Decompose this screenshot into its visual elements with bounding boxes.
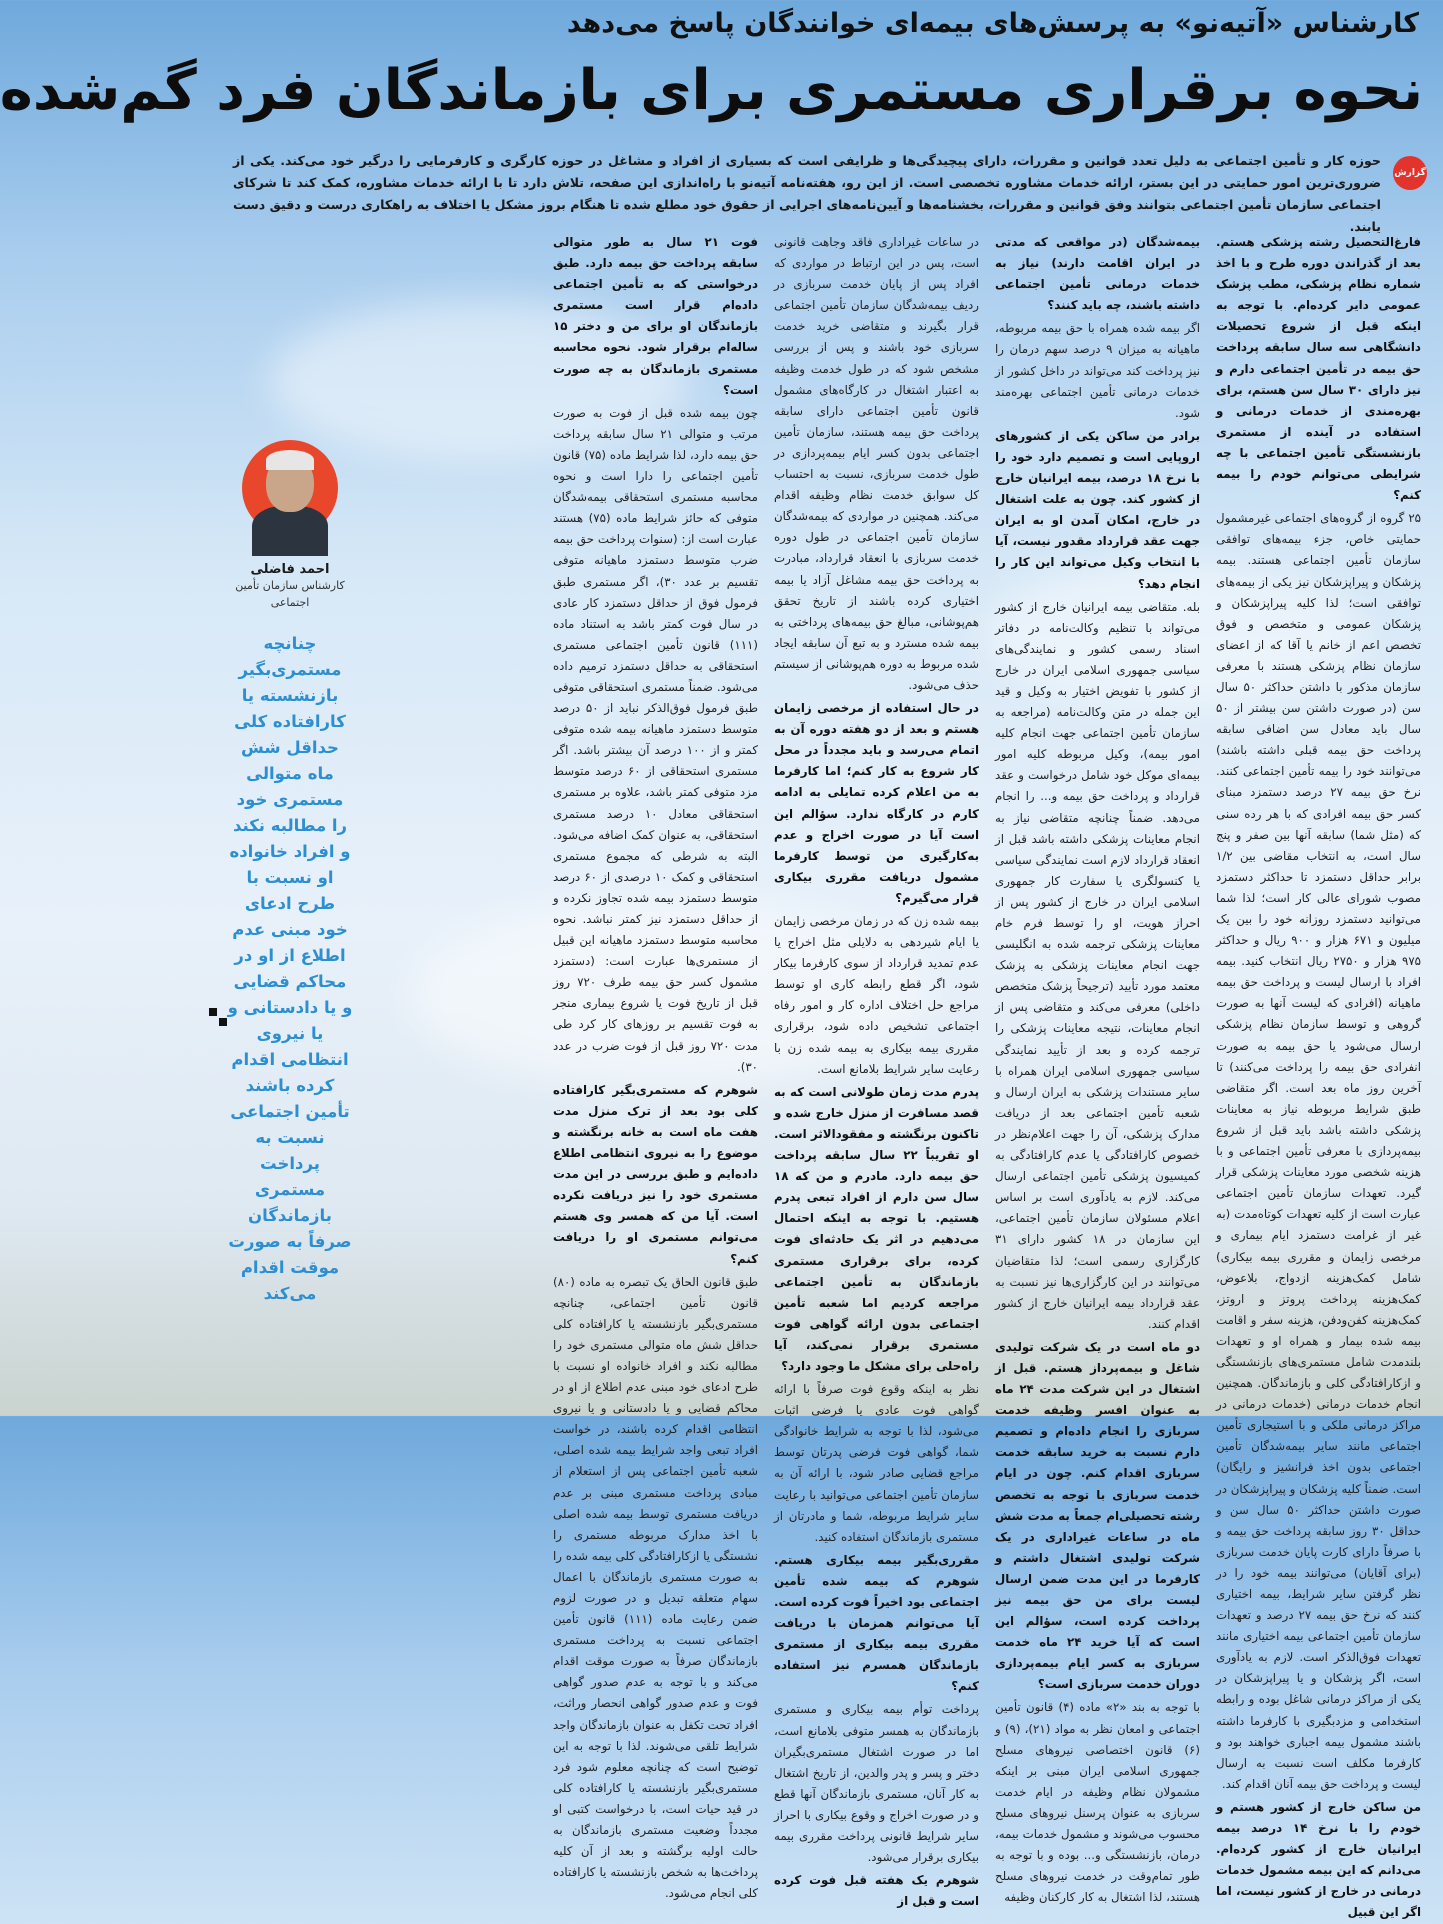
author-photo	[242, 440, 338, 536]
question-paragraph: دو ماه است در یک شرکت تولیدی شاغل و بیمه‌پرداز هستم. قبل از اشتغال در این شرکت مدت ۲۴ ماه به عنوان افسر وظیفه خدمت سربازی را انجام داده‌ام و تصمیم دارم نسبت به خرید سابقه خدمت سربازی اقدام کنم. چون در ایام خدمت سربازی با توجه به تخصص رشته تحصیلی‌ام جمعاً به مدت شش ماه در ساعات غیراداری در یک شرکت تولیدی اشتغال داشتم و کارفرما در این مدت ضمن ارسال لیست برای من حق بیمه نیز پرداخت کرده است، سؤالم این است که آیا خرید ۲۴ ماه خدمت سربازی به کسر ایام بیمه‌پردازی دوران خدمت سربازی است؟	[995, 1339, 1201, 1692]
question-paragraph: شوهرم یک هفته قبل فوت کرده است و قبل از	[774, 1873, 979, 1909]
article-column-1	[1216, 232, 1421, 1920]
article-column-4	[553, 232, 759, 1901]
pull-quote: چنانچه مستمری‌بگیر بازنشسته یا کارافتاده کلی حداقل شش ماه متوالی مستمری خود را مطالبه نکند و افراد خانواده او نسبت با طرح ادعای خود مبنی عدم اطلاع از او در محاکم قضایی و یا دادستانی و یا نیروی انتظامی اقدام کرده باشند تأمین اجتماعی نسبت به پرداخت مستمری بازماندگان صرفاً به صورت موقت اقدام می‌کند	[227, 634, 353, 1303]
answer-paragraph: در ساعات غیراداری فاقد وجاهت قانونی است، پس در این ارتباط در مواردی که افراد پس از پایان خدمت سربازی در ردیف بیمه‌شدگان سازمان تأمین اجتماعی قرار بگیرند و متقاضی خرید خدمت سربازی خود باشند و پس از بررسی مشخص شود که در طول خدمت وظیفه به اعتبار اشتغال در کارگاه‌های مشمول قانون تأمین اجتماعی دارای سابقه پرداخت حق بیمه هستند، سازمان تأمین اجتماعی بدون کسر ایام بیمه‌پردازی در طول خدمت سربازی، نسبت به احتساب کل سوابق خدمت نظام وظیفه اقدام می‌کند. همچنین در مواردی که بیمه‌شدگان سازمان تأمین اجتماعی در طول دوره خدمت سربازی با انعقاد قرارداد، مبادرت به پرداخت حق بیمه مشاغل آزاد یا بیمه اختیاری کرده باشند از تاریخ تحقق هم‌پوشانی، مبالغ حق بیمه‌های پرداختی به بیمه شده مسترد و به تبع آن سابقه ایجاد شده مربوط به دوره هم‌پوشانی از سیستم حذف می‌شود.	[774, 235, 979, 692]
page-title: نحوه برقراری مستمری برای بازماندگان فرد گم‌شده	[0, 58, 1423, 123]
answer-paragraph: بیمه شده زن که در زمان مرخصی زایمان یا ایام شیردهی به دلایلی مثل اخراج یا عدم تمدید قرارداد از سوی کارفرما بیکار شود، اگر قطع رابطه کاری او توسط مراجع حل اختلاف اداره کار و امور رفاه اجتماعی تشخیص داده شود، برقراری مقرری بیمه بیکاری به بیمه شده زن با رعایت سایر شرایط بلامانع است.	[774, 914, 979, 1076]
question-paragraph: برادر من ساکن یکی از کشورهای اروپایی است و تصمیم دارد خود را با نرخ ۱۸ درصد، بیمه ایرانیان خارج از کشور کند. چون به علت اشتغال در خارج، امکان آمدن او به ایران جهت عقد قرارداد مقدور نیست، آیا با انتخاب وکیل می‌تواند این کار را انجام دهد؟	[995, 428, 1200, 591]
question-paragraph: فوت ۲۱ سال به طور متوالی سابقه پرداخت حق بیمه دارد. طبق درخواستی که به تأمین اجتماعی داده‌ام قرار است مستمری بازماندگان او برای من و دختر ۱۵ ساله‌ام برقرار شود. نحوه محاسبه مستمری بازماندگان به چه صورت است؟	[553, 235, 758, 397]
question-paragraph: فارغ‌التحصیل رشته پزشکی هستم. بعد از گذراندن دوره طرح و با اخذ شماره نظام پزشکی، مطب پزشک عمومی دایر کرده‌ام. با توجه به اینکه قبل از شروع تحصیلات دانشگاهی سه سال سابقه پرداخت حق بیمه در تأمین اجتماعی دارم و نیز دارای ۳۰ سال سن هستم، برای بهره‌مندی از خدمات درمانی و استفاده در آینده از مستمری بازنشستگی تأمین اجتماعی با چه شرایطی می‌توانم خودم را بیمه کنم؟	[1216, 235, 1421, 503]
question-paragraph: پدرم مدت زمان طولانی است که به قصد مسافرت از منزل خارج شده و تاکنون برنگشته و مفقودالاثر است. او تقریباً ۲۲ سال سابقه پرداخت حق بیمه دارد. مادرم و من که ۱۸ سال سن دارم از افراد تبعی پدرم هستیم. با توجه به اینکه احتمال می‌دهیم در اثر یک حادثه‌ای فوت کرده، برای برقراری مستمری بازماندگان به تأمین اجتماعی مراجعه کردیم اما شعبه تأمین اجتماعی بدون ارائه گواهی فوت مستمری برقرار نمی‌کند، آیا راه‌حلی برای مشکل ما وجود دارد؟	[774, 1084, 979, 1373]
article-column-3	[774, 232, 979, 1909]
answer-paragraph: بله. متقاضی بیمه ایرانیان خارج از کشور می‌تواند با تنظیم وکالت‌نامه در دفاتر اسناد رسمی کشور و نمایندگی‌های سیاسی جمهوری اسلامی ایران در خارج از کشور با تفویض اختیار به وکیل و قید این جمله در متن وکالت‌نامه (مراجعه به سازمان تأمین اجتماعی جهت انجام کلیه امور بیمه)، وکیل مربوطه کلیه امور بیمه‌ای موکل خود شامل درخواست و عقد قرارداد و پرداخت حق بیمه و... را انجام می‌دهد. ضمناً چنانچه متقاضی نیاز به انجام معاینات پزشکی داشته باشد قبل از انعقاد قرارداد لازم است نمایندگی سیاسی یا کنسولگری یا سفارت کار جمهوری اسلامی ایران در خارج از کشور پس از احراز هویت، او را توسط فرم خام معاینات پزشکی ترجمه شده به انگلیسی جهت انجام معاینات پزشکی به پزشک معتمد مورد تأیید (ترجیحاً پزشک متخصص داخلی) معرفی می‌کند و متقاضی پس از انجام معاینات، نتیجه معاینات پزشکی را ترجمه کرده و بعد از تأیید نمایندگی سیاسی جمهوری اسلامی ایران همراه با سایر مستندات پزشکی به ایران ارسال و شعبه تأمین اجتماعی بعد از دریافت مدارک پزشکی، آن را جهت اعلام‌نظر در خصوص کارافتادگی یا عدم کارافتادگی به کمیسیون پزشکی تأمین اجتماعی ارسال می‌کند. لازم به یادآوری است بر اساس اعلام مسئولان سازمان تأمین اجتماعی، این سازمان در ۱۸ کشور دارای ۳۱ کارگزاری رسمی است؛ لذا متقاضیان می‌توانند در این کارگزاری‌ها نیز نسبت به عقد قرارداد بیمه ایرانیان خارج از کشور اقدام کنند.	[995, 599, 1201, 1331]
article-column-2	[995, 232, 1201, 1905]
lead-section	[233, 150, 1427, 234]
answer-paragraph: چون بیمه شده قبل از فوت به صورت مرتب و متوالی ۲۱ سال سابقه پرداخت حق بیمه دارد، لذا شرایط ماده (۷۵) قانون تأمین اجتماعی را دارا است و نحوه محاسبه مستمری استحقاقی بیمه‌شدگان متوفی که حائز شرایط ماده (۷۵) هستند عبارت است از: (سنوات پرداخت حق بیمه ضرب متوسط دستمزد ماهیانه متوفی تقسیم بر عدد ۳۰)، اگر مستمری طبق فرمول فوق از حداقل دستمزد کار عادی در سال فوت کمتر باشد به استناد ماده (۱۱۱) قانون تأمین اجتماعی مستمری استحقاقی به حداقل دستمزد ترمیم داده می‌شود. ضمناً مستمری استحقاقی متوفی طبق فرمول فوق‌الذکر نباید از ۵۰ درصد متوسط دستمزد ماهیانه بیمه شده متوفی کمتر و از ۱۰۰ درصد آن بیشتر باشد. اگر مستمری استحقاقی از ۶۰ درصد متوسط مزد متوفی کمتر باشد، علاوه بر مستمری استحقاقی معادل ۱۰ درصد مستمری استحقاقی، به عنوان کمک اضافه می‌شود. البته به شرطی که مجموع مستمری استحقاقی و کمک ۱۰ درصدی از ۶۰ درصد متوسط دستمزد بیمه شده تجاوز نکرده و از حداقل دستمزد نیز کمتر نباشد. نحوه محاسبه متوسط دستمزد ماهیانه این قبیل از مستمری‌ها عبارت است: (دستمزد مشمول کسر حق بیمه طرف ۷۲۰ روز قبل از تاریخ فوت یا شروع بیماری منجر به فوت تقسیم بر روزهای کار کرد طی مدت ۷۲۰ روز قبل از فوت ضرب در عدد ۳۰).	[553, 405, 759, 1074]
kicker: کارشناس «آتیه‌نو» به پرسش‌های بیمه‌ای خوانندگان پاسخ می‌دهد	[566, 8, 1419, 39]
author-name: احمد فاضلی	[250, 562, 330, 577]
question-paragraph: مقرری‌بگیر بیمه بیکاری هستم. شوهرم که بیمه شده تأمین اجتماعی بود اخیراً فوت کرده است. آیا می‌توانم همزمان با دریافت مقرری بیمه بیکاری از مستمری بازماندگان همسرم نیز استفاده کنم؟	[774, 1552, 979, 1694]
report-tag: گزارش	[1393, 156, 1427, 190]
answer-paragraph: نظر به اینکه وقوع فوت صرفاً با ارائه گواهی فوت عادی یا فرضی اثبات می‌شود، لذا با توجه به شرایط خانوادگی شما، گواهی فوت فرضی پدرتان توسط مراجع قضایی صادر شود، با ارائه آن به سازمان تأمین اجتماعی می‌توانید با رعایت سایر شرایط مربوطه، شما و مادرتان از مستمری بازماندگان استفاده کنید.	[774, 1382, 979, 1544]
answer-paragraph: با توجه به بند «۲» ماده (۴) قانون تأمین اجتماعی و امعان نظر به مواد (۲۱)، (۹) و (۶) قانون اختصاصی نیروهای مسلح جمهوری اسلامی ایران مبنی بر اینکه مشمولان نظام وظیفه در ایام خدمت سربازی به عنوان پرسنل نیروهای مسلح محسوب می‌شوند و مشمول خدمات بیمه، درمان، بازنشستگی و... بوده و با توجه به طور تمام‌وقت در خدمت نیروهای مسلح هستند، لذا اشتغال به کار کارکنان وظیفه	[995, 1700, 1201, 1905]
question-paragraph: در حال استفاده از مرخصی زایمان هستم و بعد از دو هفته دوره آن به اتمام می‌رسد و باید مجدداً در محل کار شروع به کار کنم؛ اما کارفرما به من اعلام کرده تمایلی به ادامه کارم در کارگاه ندارد. سؤالم این است آیا در صورت اخراج و عدم به‌کارگیری من توسط کارفرما مشمول دریافت مقرری بیکاری قرار می‌گیرم؟	[774, 701, 979, 905]
author-sidebar	[227, 440, 353, 1303]
question-paragraph: من ساکن خارج از کشور هستم و خودم را با نرخ ۱۴ درصد بیمه ایرانیان خارج از کشور کرده‌ام. می‌دانم که این بیمه مشمول خدمات درمانی در خارج از کشور نیست، اما اگر این قبیل	[1216, 1799, 1421, 1920]
question-paragraph: بیمه‌شدگان (در مواقعی که مدتی در ایران اقامت دارند) نیاز به خدمات درمانی تأمین اجتماعی داشته باشند، چه باید کنند؟	[995, 235, 1200, 313]
page-edge-mark	[209, 1008, 231, 1030]
answer-paragraph: اگر بیمه شده همراه با حق بیمه مربوطه، ماهیانه به میزان ۹ درصد سهم درمان را نیز پرداخت کند می‌تواند در داخل کشور از خدمات درمانی تأمین اجتماعی بهره‌مند شود.	[995, 321, 1200, 420]
answer-paragraph: پرداخت توأم بیمه بیکاری و مستمری بازماندگان به همسر متوفی بلامانع است، اما در صورت اشتغال مستمری‌بگیران دختر و پسر و پدر والدین، از تاریخ اشتغال به کار آنان، مستمری بازماندگان آنها قطع و در صورت اخراج و وقوع بیکاری با احراز سایر شرایط قانونی پرداخت مقرری بیمه بیکاری برقرار می‌شود.	[774, 1702, 979, 1865]
answer-paragraph: طبق قانون الحاق یک تبصره به ماده (۸۰) قانون تأمین اجتماعی، چنانچه مستمری‌بگیر بازنشسته یا کارافتاده کلی حداقل شش ماه متوالی مستمری خود را مطالبه نکند و افراد خانواده او نسبت با طرح ادعای خود مبنی عدم اطلاع از او در محاکم قضایی و یا دادستانی و یا نیروی انتظامی اقدام کرده باشند، در خواست افراد تبعی واجد شرایط بیمه شده اصلی، شعبه تأمین اجتماعی پس از استعلام از مبادی پرداخت مستمری مبنی بر عدم دریافت مستمری توسط بیمه شده اصلی با اخذ مدارک مربوطه مستمری را نشستگی یا ازکارافتادگی کلی بیمه شده را به صورت مستمری بازماندگان با اعمال سهام متعلقه تبدیل و در صورت لزوم ضمن رعایت ماده (۱۱۱) قانون تأمین اجتماعی نسبت به پرداخت مستمری بازماندگان صرفاً به صورت موقت اقدام می‌کند و با توجه به عدم صدور گواهی فوت و عدم صدور گواهی انحصار وراثت، افراد تحت تکفل به عنوان بازماندگان واجد شرایط تلقی می‌شوند. لذا با توجه به این توضیح است که چنانچه معلوم شود فرد مستمری‌بگیر بازنشسته یا کارافتاده کلی در قید حیات است، با درخواست کتبی او مجدداً وضعیت مستمری بازماندگان به حالت اولیه برگشته و بعد از آن کلیه پرداخت‌ها به شخص بازنشسته یا کارافتاده کلی انجام می‌شود.	[553, 1274, 758, 1901]
answer-paragraph: ۲۵ گروه از گروه‌های اجتماعی غیرمشمول حمایتی خاص، جزء بیمه‌های توافقی سازمان تأمین اجتماعی هستند. بیمه پزشکان و پیراپزشکان نیز یکی از بیمه‌های توافقی است؛ لذا کلیه پیراپزشکان و پزشکان عمومی و متخصص و فوق تخصص اعم از خانم یا آقا که از اعضای سازمان نظام پزشکی هستند با معرفی سازمان مذکور با داشتن حداکثر ۵۰ سال سن (در صورت داشتن سن بیشتر از ۵۰ سال باید معادل سن اضافی سابقه پرداخت حق بیمه قبلی داشته باشند) می‌توانند خود را بیمه تأمین اجتماعی کنند. نرخ حق بیمه ۲۷ درصد دستمزد مبنای کسر حق بیمه افرادی که با هر رده سنی که (مثل شما) سابقه آنها بین صفر و پنج سال است، به انتخاب مقاضی بین ۱/۲ برابر حداقل دستمزد تا حداکثر دستمزد مصوب شورای عالی کار است؛ لذا شما می‌توانید دستمزد روزانه خود را بین یک میلیون و ۶۷۱ هزار و ۹۰۰ ریال و حداکثر ۹۷۵ هزار و ۲۷۵۰ ریال انتخاب کنید. بیمه افراد با ارسال لیست و پرداخت حق بیمه ماهیانه (افرادی که لیست آنها به صورت گروهی و توسط سازمان نظام پزشکی ارسال می‌شود یا حق بیمه به صورت انفرادی حق بیمه را پرداخت می‌کنند) تا آخرین روز ماه بعد است. اگر متقاضی طبق شرایط مربوطه نیاز به معاینات پزشکی داشته باشد باید قبل از شروع بیمه‌پردازی با معرفی تأمین اجتماعی و با هزینه شخصی مورد معاینات پزشکی قرار گیرد. تعهدات سازمان تأمین اجتماعی عبارت است از کلیه تعهدات کوتاه‌مدت (به غیر از غرامت دستمزد ایام بیماری و مرخصی زایمان و مقرری بیمه بیکاری) شامل کمک‌هزینه ازدواج، بلاعوض، کمک‌هزینه پرداخت پروتز و اروتز، کمک‌هزینه کفن‌ودفن، هزینه سفر و اقامت بیمه شده بیمار و همراه او و تعهدات بلندمدت شامل مستمری‌های بازنشستگی و ازکارافتادگی کلی و بازماندگان. همچنین انجام خدمات درمانی (خدمات درمانی در مراکز درمانی ملکی و با استیجاری تأمین اجتماعی مانند سایر بیمه‌شدگان تأمین اجتماعی بدون اخذ فرانشیز و رایگان) است. ضمناً کلیه پزشکان و پیراپزشکان در صورت داشتن حداکثر ۵۰ سال سن و حداقل ۳۰ روز سابقه پرداخت حق بیمه و با صرفاً دارای کارت پایان خدمت سربازی (برای آقایان) می‌توانند بیمه خود را در نظر گرفتن سایر شرایط، بیمه اختیاری کنند که نرخ حق بیمه ۲۷ درصد و تعهدات سازمان تأمین اجتماعی بیمه اختیاری مانند تعهدات فوق‌الذکر است. لازم به یادآوری است، اگر پزشکان و یا پیراپزشکان در یکی از مراکز درمانی شاغل بوده و رابطه استخدامی و مزدبگیری با کارفرما داشته باشند مشمول بیمه اجباری خواهند بود و کارفرما مکلف است نسبت به ارسال لیست و پرداخت حق بیمه آنان اقدام کند.	[1216, 511, 1421, 1791]
question-paragraph: شوهرم که مستمری‌بگیر کارافتاده کلی بود بعد از ترک منزل مدت هفت ماه است به خانه برنگشته و موضوع را به نیروی انتظامی اطلاع داده‌ایم و طبق بررسی در این مدت مستمری خود را نیز دریافت نکرده است. آیا من که همسر وی هستم می‌توانم مستمری او را دریافت کنم؟	[553, 1082, 758, 1266]
lead-paragraph: حوزه کار و تأمین اجتماعی به دلیل تعدد قوانین و مقررات، دارای پیچیدگی‌ها و ظرایفی است که بسیاری از افراد و مشاغل در حوزه کارگری و کارفرمایی را درگیر خود می‌کند. یکی از ضروری‌ترین امور حمایتی در این بستر، ارائه خدمات مشاوره تخصصی است. از این رو، هفته‌نامه آتیه‌نو با راه‌اندازی این صفحه، تلاش دارد تا با ارائه خدمات مشاوره، کمک کند تا شرکای اجتماعی سازمان تأمین اجتماعی بتوانند وفق قوانین و مقررات، بخشنامه‌ها و آیین‌نامه‌های اجرایی از حقوق خود مطلع شده تا هنگام بروز مشکل یا اختلاف به راهکاری درست و دقیق دست یابند.	[233, 153, 1381, 234]
author-title: کارشناس سازمان تأمین اجتماعی	[235, 579, 345, 609]
